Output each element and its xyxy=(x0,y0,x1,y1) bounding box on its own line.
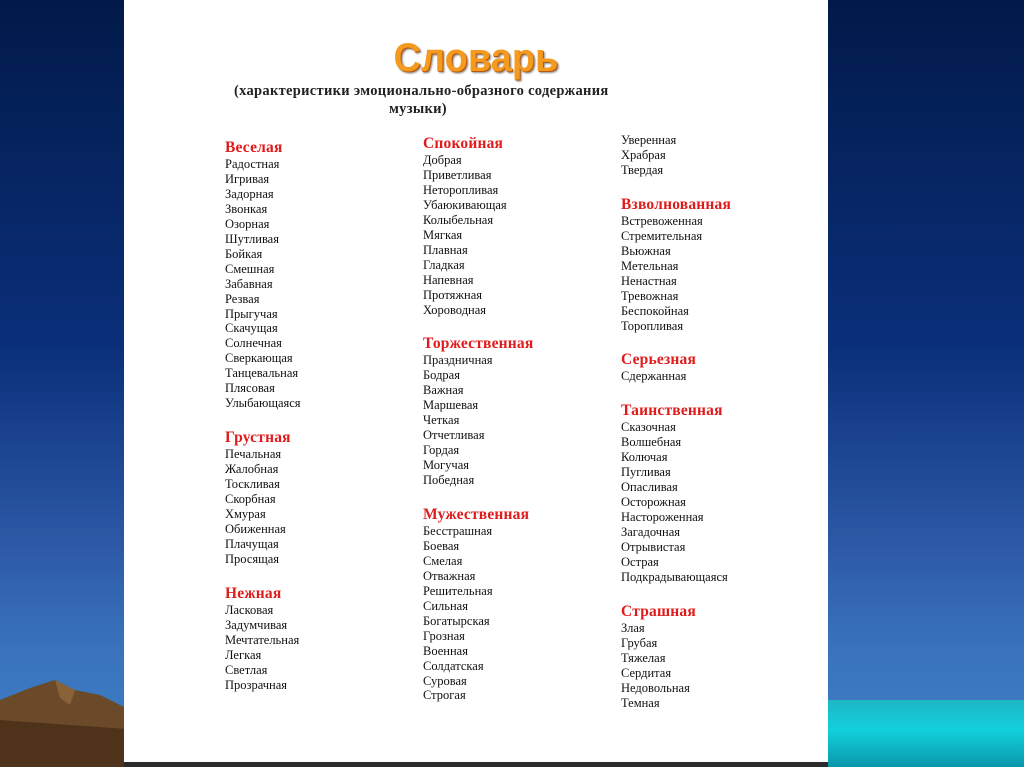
category-heading: Нежная xyxy=(225,584,282,602)
subtitle-line-2: музыки) xyxy=(389,101,447,117)
vocabulary-word: Ласковая xyxy=(225,602,274,617)
vocabulary-word: Плавная xyxy=(423,242,468,257)
vocabulary-word: Темная xyxy=(621,695,660,710)
vocabulary-word: Приветливая xyxy=(423,167,492,182)
vocabulary-word: Плясовая xyxy=(225,381,275,396)
vocabulary-word: Бесстрашная xyxy=(423,524,493,538)
vocabulary-word: Храбрая xyxy=(621,147,666,162)
category-heading: Серьезная xyxy=(621,351,697,369)
vocabulary-word: Встревоженная xyxy=(621,213,703,228)
vocabulary-word: Жалобная xyxy=(225,462,279,477)
vocabulary-word: Тоскливая xyxy=(225,477,280,492)
document-page xyxy=(124,0,828,767)
vocabulary-word: Сдержанная xyxy=(621,369,687,384)
vocabulary-word: Скачущая xyxy=(225,321,278,336)
vocabulary-word: Грубая xyxy=(621,635,658,650)
vocabulary-word: Убаюкивающая xyxy=(423,197,507,212)
vocabulary-word: Пугливая xyxy=(621,465,671,480)
vocabulary-word: Тревожная xyxy=(621,288,679,303)
vocabulary-word: Улыбающаяся xyxy=(225,396,301,411)
page-title: Словарь xyxy=(393,36,559,80)
vocabulary-word: Решительная xyxy=(423,583,493,598)
vocabulary-word: Отрывистая xyxy=(621,540,686,554)
vocabulary-word: Просящая xyxy=(225,551,280,566)
vocabulary-word: Волшебная xyxy=(621,435,682,450)
vocabulary-word: Смешная xyxy=(225,261,275,276)
vocabulary-word: Сказочная xyxy=(621,420,676,435)
vocabulary-word: Ненастная xyxy=(621,273,677,288)
vocabulary-word: Колыбельная xyxy=(423,212,494,227)
vocabulary-word: Мягкая xyxy=(423,227,463,242)
vocabulary-word: Бодрая xyxy=(423,368,460,383)
vocabulary-word: Победная xyxy=(423,473,475,488)
vocabulary-word: Осторожная xyxy=(621,495,686,510)
vocabulary-word: Отважная xyxy=(423,568,476,583)
vocabulary-word: Прыгучая xyxy=(225,306,278,321)
vocabulary-word: Злая xyxy=(621,620,645,635)
vocabulary-word: Солдатская xyxy=(423,658,484,673)
vocabulary-word: Праздничная xyxy=(423,353,493,368)
category-heading: Спокойная xyxy=(423,135,504,152)
vocabulary-word: Колючая xyxy=(621,450,668,465)
page-bottom-edge xyxy=(124,762,828,767)
vocabulary-word: Скорбная xyxy=(225,492,276,506)
vocabulary-word: Смелая xyxy=(423,553,463,568)
vocabulary-word: Обиженная xyxy=(225,521,286,536)
vocabulary-word: Маршевая xyxy=(423,398,479,413)
vocabulary-word: Могучая xyxy=(423,458,470,473)
vocabulary-word: Печальная xyxy=(225,447,282,462)
vocabulary-word: Напевная xyxy=(423,272,474,287)
vocabulary-word: Хмурая xyxy=(225,506,266,521)
category-heading: Грустная xyxy=(225,429,291,447)
vocabulary-word: Загадочная xyxy=(621,525,681,540)
vocabulary-word: Сильная xyxy=(423,598,468,613)
vocabulary-word: Задорная xyxy=(225,186,274,201)
vocabulary-word: Шутливая xyxy=(225,231,279,246)
vocabulary-word: Бойкая xyxy=(225,246,263,261)
vocabulary-word: Звонкая xyxy=(225,201,268,216)
category-heading: Торжественная xyxy=(423,335,534,353)
vocabulary-word: Опасливая xyxy=(621,480,678,495)
vocabulary-word: Беспокойная xyxy=(621,303,689,318)
vocabulary-word: Метельная xyxy=(621,258,679,273)
vocabulary-word: Тяжелая xyxy=(621,650,666,665)
vocabulary-word: Солнечная xyxy=(225,336,282,351)
vocabulary-word: Стремительная xyxy=(621,228,703,243)
vocabulary-word: Легкая xyxy=(225,647,262,662)
vocabulary-word: Прозрачная xyxy=(225,677,288,692)
vocabulary-word: Строгая xyxy=(423,688,466,703)
page-subtitle xyxy=(234,82,794,118)
vocabulary-word: Резвая xyxy=(225,291,260,306)
vocabulary-word: Военная xyxy=(423,643,468,658)
vocabulary-word: Радостная xyxy=(225,157,280,171)
vocabulary-word: Четкая xyxy=(423,413,460,428)
vocabulary-word: Хороводная xyxy=(423,302,487,317)
vocabulary-word: Боевая xyxy=(423,538,460,553)
vocabulary-word: Гладкая xyxy=(423,257,465,272)
vocabulary-word: Недовольная xyxy=(621,680,690,695)
vocabulary-word: Сверкающая xyxy=(225,351,293,366)
category-heading: Мужественная xyxy=(423,506,530,523)
vocabulary-word: Танцевальная xyxy=(225,366,299,381)
vocabulary-word: Неторопливая xyxy=(423,182,499,197)
vocabulary-word: Острая xyxy=(621,554,659,569)
vocabulary-word: Грозная xyxy=(423,628,465,643)
vocabulary-word: Подкрадывающаяся xyxy=(621,569,728,584)
vocabulary-word: Гордая xyxy=(423,443,460,458)
vocabulary-word: Озорная xyxy=(225,216,270,231)
teal-water-background xyxy=(828,700,1024,767)
vocabulary-word: Суровая xyxy=(423,673,467,688)
subtitle-line-1: (характеристики эмоционально-образного содержания xyxy=(234,83,609,99)
vocabulary-word: Твердая xyxy=(621,162,664,177)
category-heading: Таинственная xyxy=(621,402,723,420)
vocabulary-word: Отчетливая xyxy=(423,428,485,443)
vocabulary-word: Плачущая xyxy=(225,536,279,551)
vocabulary-word: Забавная xyxy=(225,276,273,291)
vocabulary-word: Добрая xyxy=(423,153,462,167)
vocabulary-word: Игривая xyxy=(225,171,270,186)
vocabulary-word: Мечтательная xyxy=(225,632,300,647)
mountain-illustration xyxy=(0,660,140,767)
category-heading: Страшная xyxy=(621,602,696,620)
vocabulary-word: Протяжная xyxy=(423,287,483,302)
vocabulary-word: Уверенная xyxy=(621,133,677,147)
vocabulary-word: Важная xyxy=(423,383,464,398)
category-heading: Взволнованная xyxy=(621,195,732,213)
vocabulary-word: Торопливая xyxy=(621,318,684,333)
vocabulary-word: Богатырская xyxy=(423,613,490,628)
vocabulary-word: Настороженная xyxy=(621,510,704,525)
category-heading: Веселая xyxy=(225,139,283,156)
vocabulary-word: Задумчивая xyxy=(225,617,288,632)
vocabulary-word: Сердитая xyxy=(621,665,672,680)
vocabulary-word: Светлая xyxy=(225,662,268,677)
vocabulary-word: Вьюжная xyxy=(621,243,671,258)
